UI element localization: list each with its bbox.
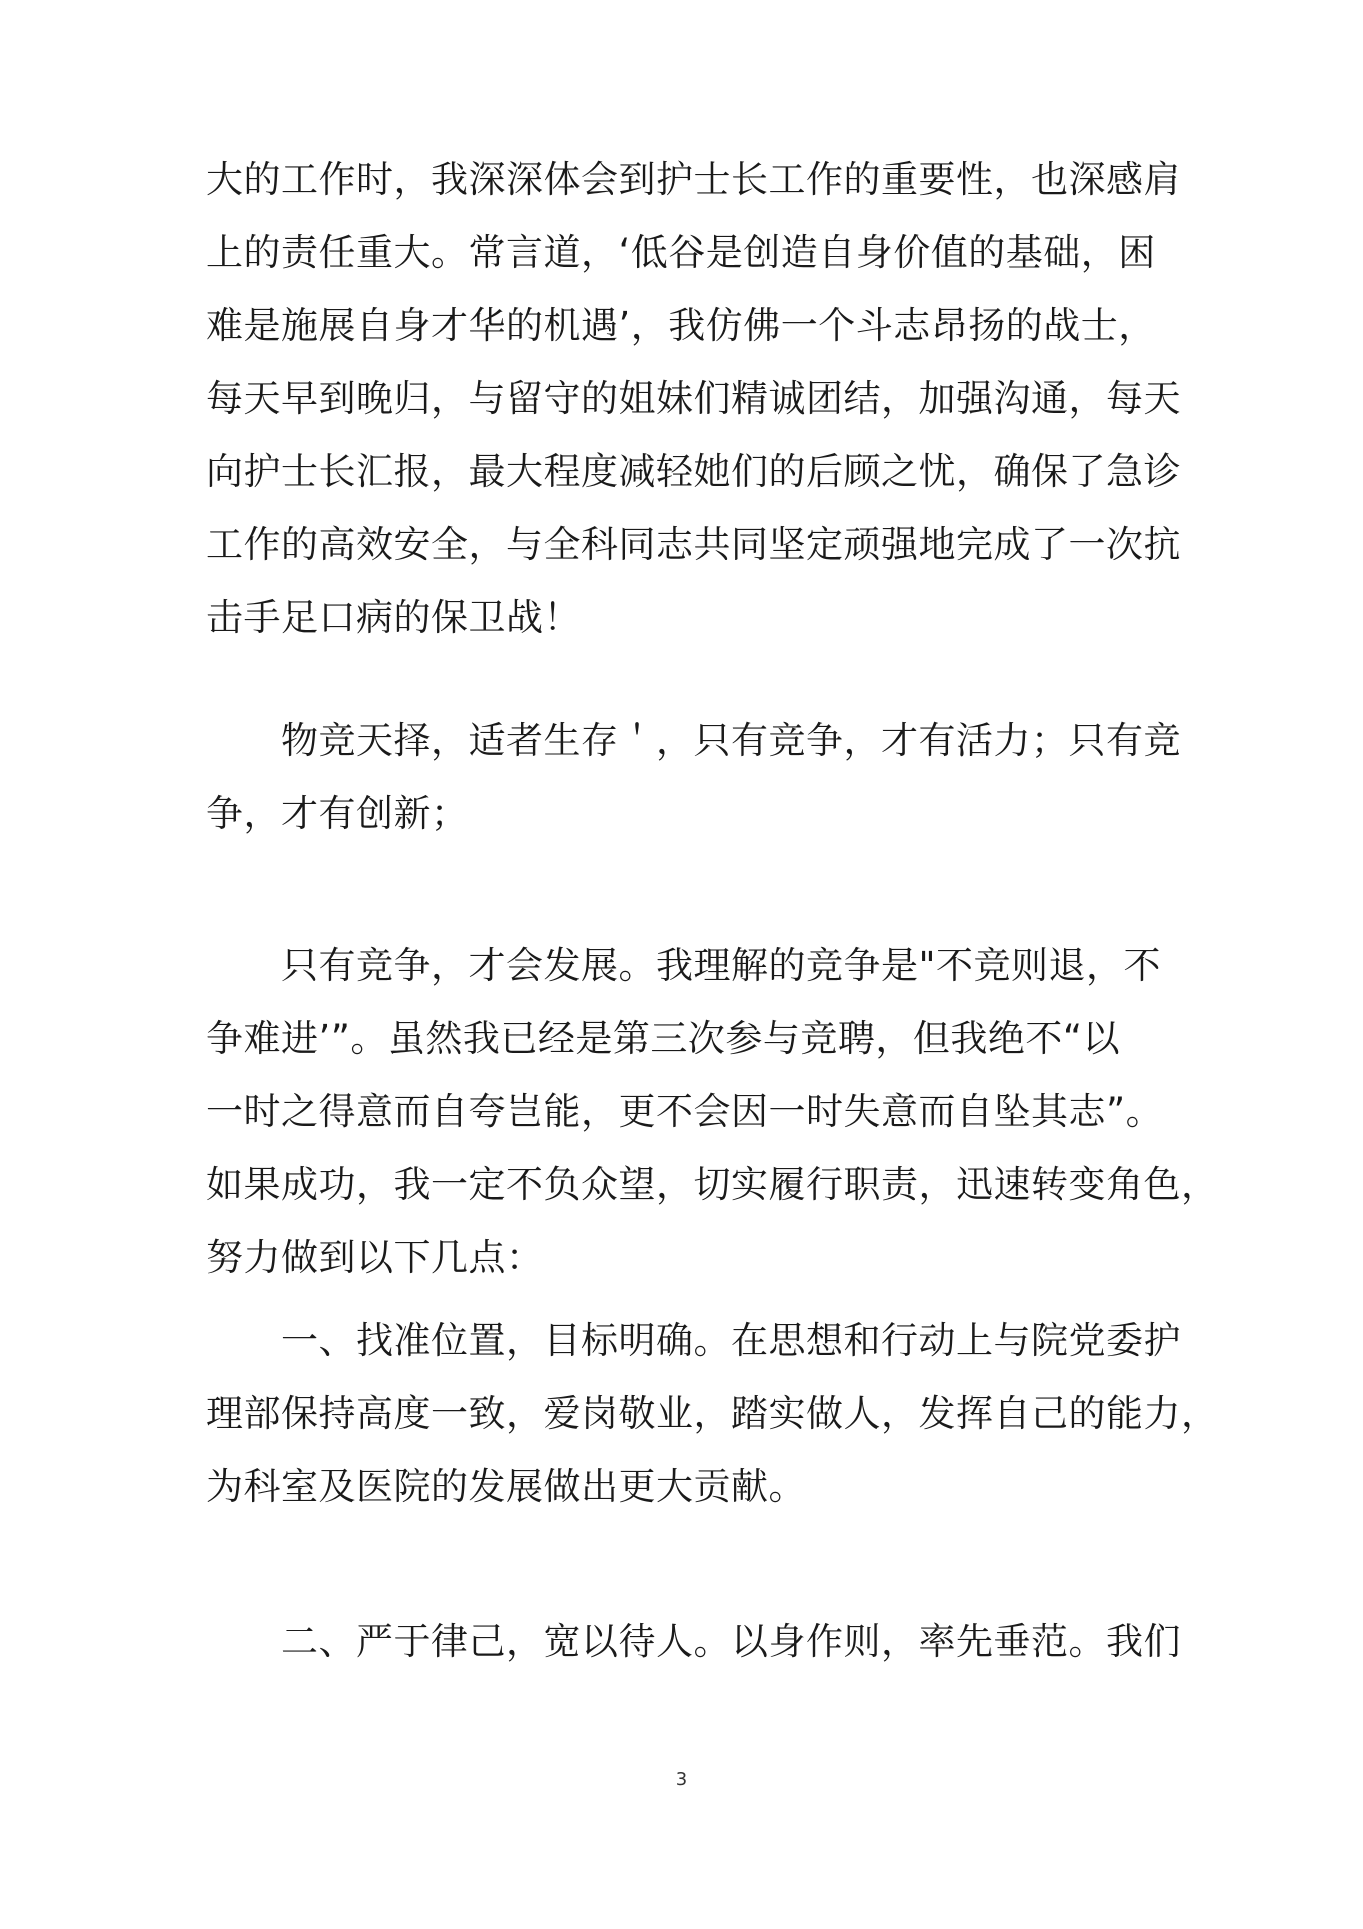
paragraph-3: [206, 929, 1219, 1294]
paragraph-2: [206, 704, 1181, 850]
text-line: 工作的高效安全，与全科同志共同坚定顽强地完成了一次抗: [206, 523, 1181, 566]
text-line: 如果成功，我一定不负众望，切实履行职责，迅速转变角色，: [206, 1163, 1219, 1206]
text-line: 向护士长汇报，最大程度减轻她们的后顾之忧，确保了急诊: [206, 450, 1181, 493]
text-line: 上的责任重大。常言道，‘低谷是创造自身价值的基础，困: [206, 231, 1156, 274]
text-line: 一时之得意而自夸岂能，更不会因一时失意而自坠其志”。: [206, 1090, 1164, 1133]
text-line: 理部保持高度一致，爱岗敬业，踏实做人，发挥自己的能力，: [206, 1392, 1219, 1435]
paragraph-1: [206, 143, 1181, 654]
text-line: 争难进’”。虽然我已经是第三次参与竞聘，但我绝不“以: [206, 1017, 1121, 1060]
paragraph-4: [206, 1304, 1219, 1523]
text-line: 争，才有创新；: [206, 792, 469, 835]
text-line: 一、找准位置，目标明确。在思想和行动上与院党委护: [281, 1319, 1181, 1362]
text-line: 每天早到晚归，与留守的姐妹们精诚团结，加强沟通，每天: [206, 377, 1181, 420]
text-line: 只有竞争，才会发展。我理解的竞争是"不竞则退，不: [281, 944, 1162, 987]
text-line: 物竞天择，适者生存＇，只有竞争，才有活力；只有竞: [281, 719, 1181, 762]
text-line: 难是施展自身才华的机遇’，我仿佛一个斗志昂扬的战士，: [206, 304, 1156, 347]
text-line: 大的工作时，我深深体会到护士长工作的重要性，也深感肩: [206, 158, 1181, 201]
text-line: 为科室及医院的发展做出更大贡献。: [206, 1465, 806, 1508]
text-line: 二、严于律己，宽以待人。以身作则，率先垂范。我们: [281, 1620, 1181, 1663]
text-line: 击手足口病的保卫战！: [206, 596, 581, 639]
text-line: 努力做到以下几点：: [206, 1236, 544, 1279]
paragraph-5: [206, 1605, 1181, 1678]
page-number: 3: [675, 1769, 688, 1790]
